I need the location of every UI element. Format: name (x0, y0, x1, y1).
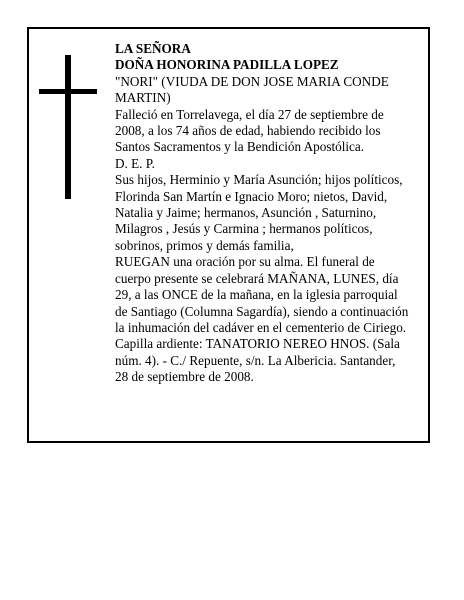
cross-vertical-bar (65, 55, 71, 199)
cross-horizontal-bar (39, 89, 97, 94)
obituary-notice (27, 27, 430, 443)
death-details: Falleció en Torrelavega, el día 27 de septiembre de 2008, a los 74 años de edad, habiendo recibido los Santos Sacramentos y la Bendición Apostólica. (115, 106, 384, 155)
funeral-details: RUEGAN una oración por su alma. El funeral de cuerpo presente se celebrará MAÑANA, LUNES, día 29, a las ONCE de la mañana, en la iglesia parroquial de Santiago (Columna Sagardía), siendo a continuación la inhumación del cadáver en el cementerio de Ciriego. Capilla ardiente: TANATORIO NEREO HNOS. (Sala núm. 4). - C./ Repuente, s/n. La Albericia. Santander, 28 de septiembre de 2008. (115, 254, 409, 385)
notice-body (115, 41, 427, 386)
deceased-alias: "NORI" (VIUDA DE DON JOSE MARIA CONDE MARTIN) (115, 73, 389, 106)
cross-icon (39, 55, 99, 199)
family-list: Sus hijos, Herminio y María Asunción; hijos políticos, Florinda San Martín e Ignacio Moro; nietos, David, Natalia y Jaime; hermanos, Asunción , Saturnino, Milagros , Jesús y Carmina ; hermanos políticos, sobrinos, primos y demás familia, (115, 172, 403, 253)
rest-in-peace: D. E. P. (115, 155, 155, 171)
notice-title: LA SEÑORA (115, 41, 191, 56)
deceased-name: DOÑA HONORINA PADILLA LOPEZ (115, 57, 339, 73)
